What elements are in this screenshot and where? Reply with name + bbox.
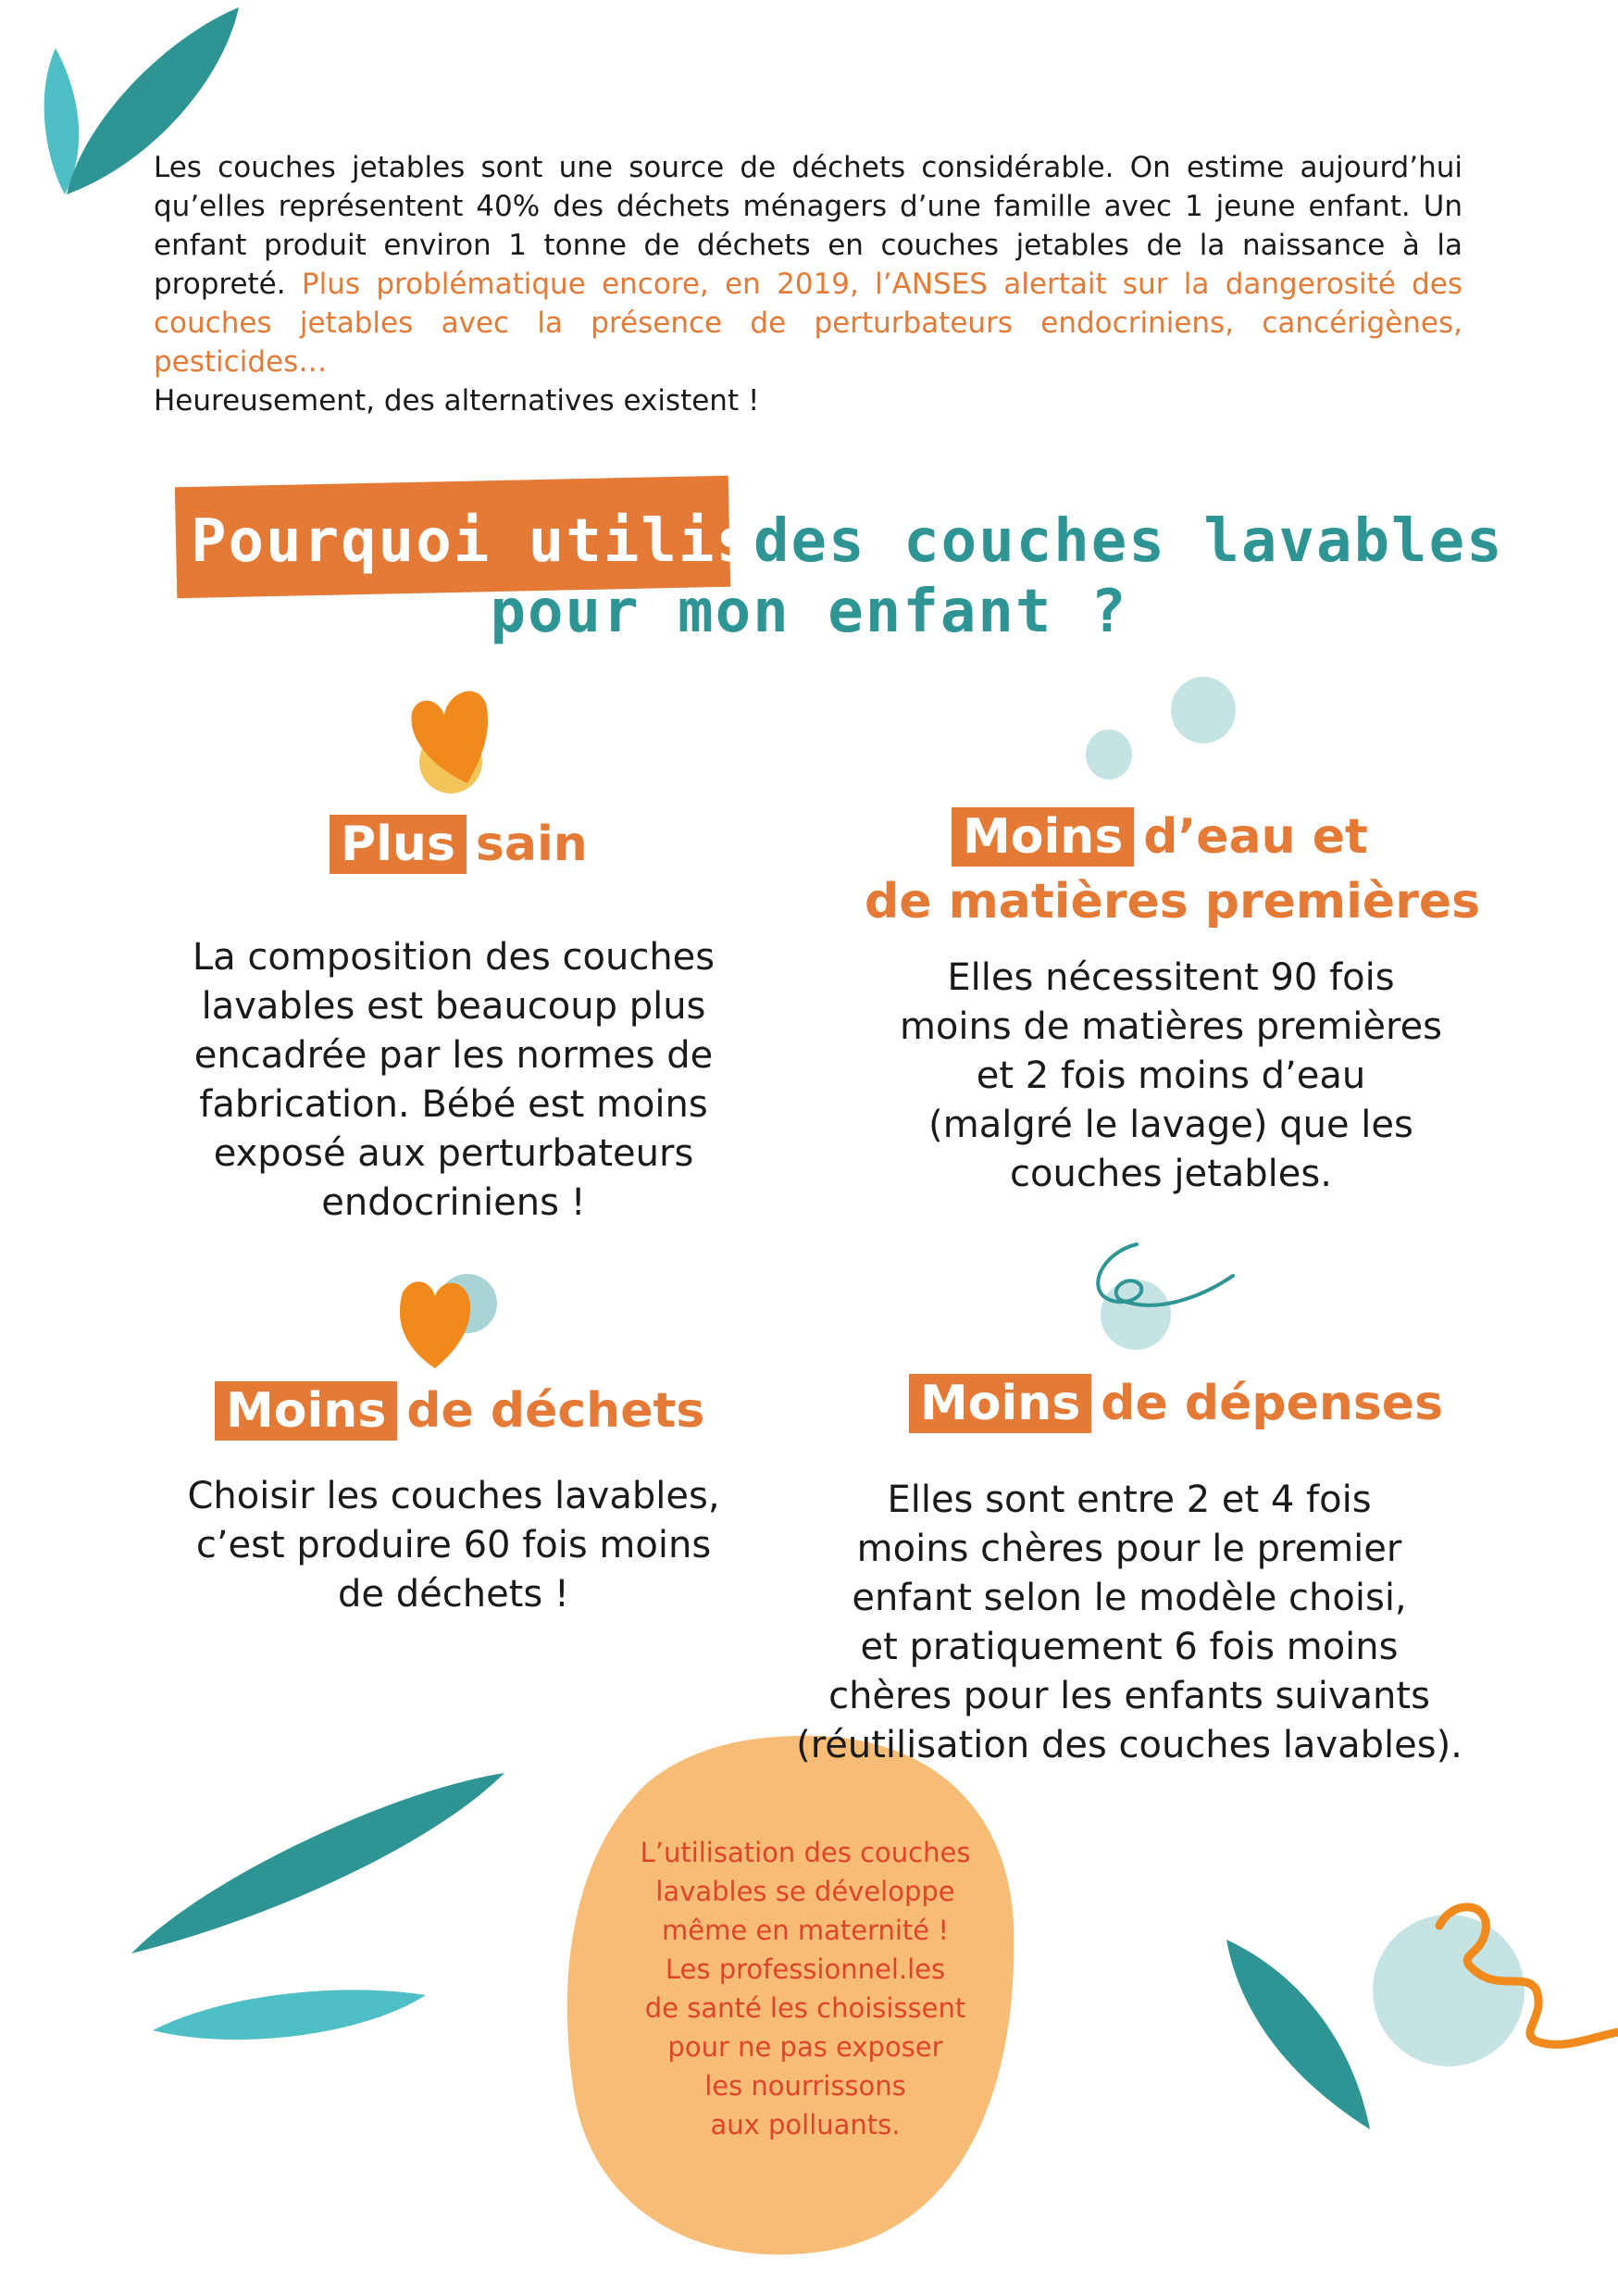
bubble-icon [1086, 730, 1132, 780]
title-rest: des couches lavables [753, 507, 1504, 576]
title-line-2: pour mon enfant ? [490, 578, 1128, 646]
body-line: endocriniens ! [321, 1181, 586, 1224]
body-line: Elles nécessitent 90 fois [947, 956, 1395, 999]
body-line: et pratiquement 6 fois moins [860, 1626, 1399, 1668]
intro-closing: Heureusement, des alternatives existent ! [154, 384, 760, 418]
pale-circle-icon [1101, 1279, 1171, 1350]
note-line: Les professionnel.les [665, 1953, 946, 1985]
note-line: L’utilisation des couches [640, 1837, 971, 1868]
heading-moins-depenses [909, 1374, 1443, 1433]
body-line: et 2 fois moins d’eau [976, 1054, 1366, 1097]
body-line: La composition des couches [192, 936, 716, 979]
body-moins-depenses [768, 1476, 1490, 1770]
heart-icon [400, 1281, 470, 1368]
body-line: Elles sont entre 2 et 4 fois [887, 1479, 1372, 1521]
body-line: exposé aux perturbateurs [213, 1132, 694, 1175]
body-line: (réutilisation des couches lavables). [796, 1724, 1462, 1766]
body-plus-sain [139, 933, 768, 1228]
intro-text: Les couches jetables sont une source de déchets considérable. On estime aujourd’hui qu’elles représentent 40% des déchets ménagers d’une famille avec 1 jeune enfant. Un enfant produit environ 1 tonne de déchets en couches jetables de la naissance à la propreté. [154, 151, 1462, 301]
heading-moins-eau [952, 807, 1368, 867]
body-line: de déchets ! [338, 1573, 569, 1616]
heading-moins-dechets [215, 1381, 704, 1441]
body-line: fabrication. Bébé est moins [199, 1083, 708, 1126]
body-line: couches jetables. [1010, 1153, 1332, 1195]
leaf-icon [153, 1990, 426, 2040]
body-line: encadrée par les normes de [193, 1034, 714, 1077]
body-line: c’est produire 60 fois moins [195, 1524, 712, 1566]
note-line: pour ne pas exposer [667, 2031, 943, 2063]
note-line: lavables se développe [655, 1876, 955, 1907]
body-moins-eau [833, 954, 1509, 1199]
leaf-icon [131, 1773, 504, 1953]
pale-circle-icon [1373, 1915, 1525, 2066]
title-highlight: Pourquoi utiliser [191, 507, 829, 576]
heading-highlight: Plus [330, 815, 467, 874]
bubble-icon [1171, 677, 1236, 743]
body-line: enfant selon le modèle choisi, [852, 1577, 1407, 1619]
heading-rest: de dépenses [1101, 1376, 1444, 1431]
heading-plus-sain [330, 815, 588, 874]
heading-rest: de déchets [406, 1383, 705, 1439]
intro-warning-text: Plus problématique encore, en 2019, l’ANSES alertait sur la dangerosité des couches jetables avec la présence de perturbateurs endocriniens, cancérigènes, pesticides… [154, 268, 1462, 379]
body-line: chères pour les enfants suivants [828, 1675, 1430, 1717]
intro-paragraph [154, 148, 1462, 420]
heading-rest: d’eau et [1143, 809, 1368, 865]
body-line: lavables est beaucoup plus [201, 985, 706, 1028]
heading-rest: sain [475, 817, 588, 872]
body-line: moins de matières premières [899, 1005, 1443, 1048]
body-line: (malgré le lavage) que les [928, 1104, 1413, 1146]
heading-highlight: Moins [909, 1374, 1091, 1433]
maternity-note [602, 1833, 1009, 2144]
note-line: même en maternité ! [662, 1915, 949, 1946]
leaf-icon [1226, 1940, 1370, 2129]
note-line: aux polluants. [710, 2109, 901, 2140]
note-line: de santé les choisissent [644, 1992, 966, 2024]
note-line: les nourrissons [704, 2070, 906, 2102]
heading-moins-eau-line2: de matières premières [865, 874, 1481, 930]
body-moins-dechets [130, 1472, 778, 1619]
body-line: moins chères pour le premier [856, 1528, 1402, 1570]
heading-highlight: Moins [952, 807, 1134, 867]
body-line: Choisir les couches lavables, [187, 1475, 720, 1517]
heading-highlight: Moins [215, 1381, 397, 1441]
